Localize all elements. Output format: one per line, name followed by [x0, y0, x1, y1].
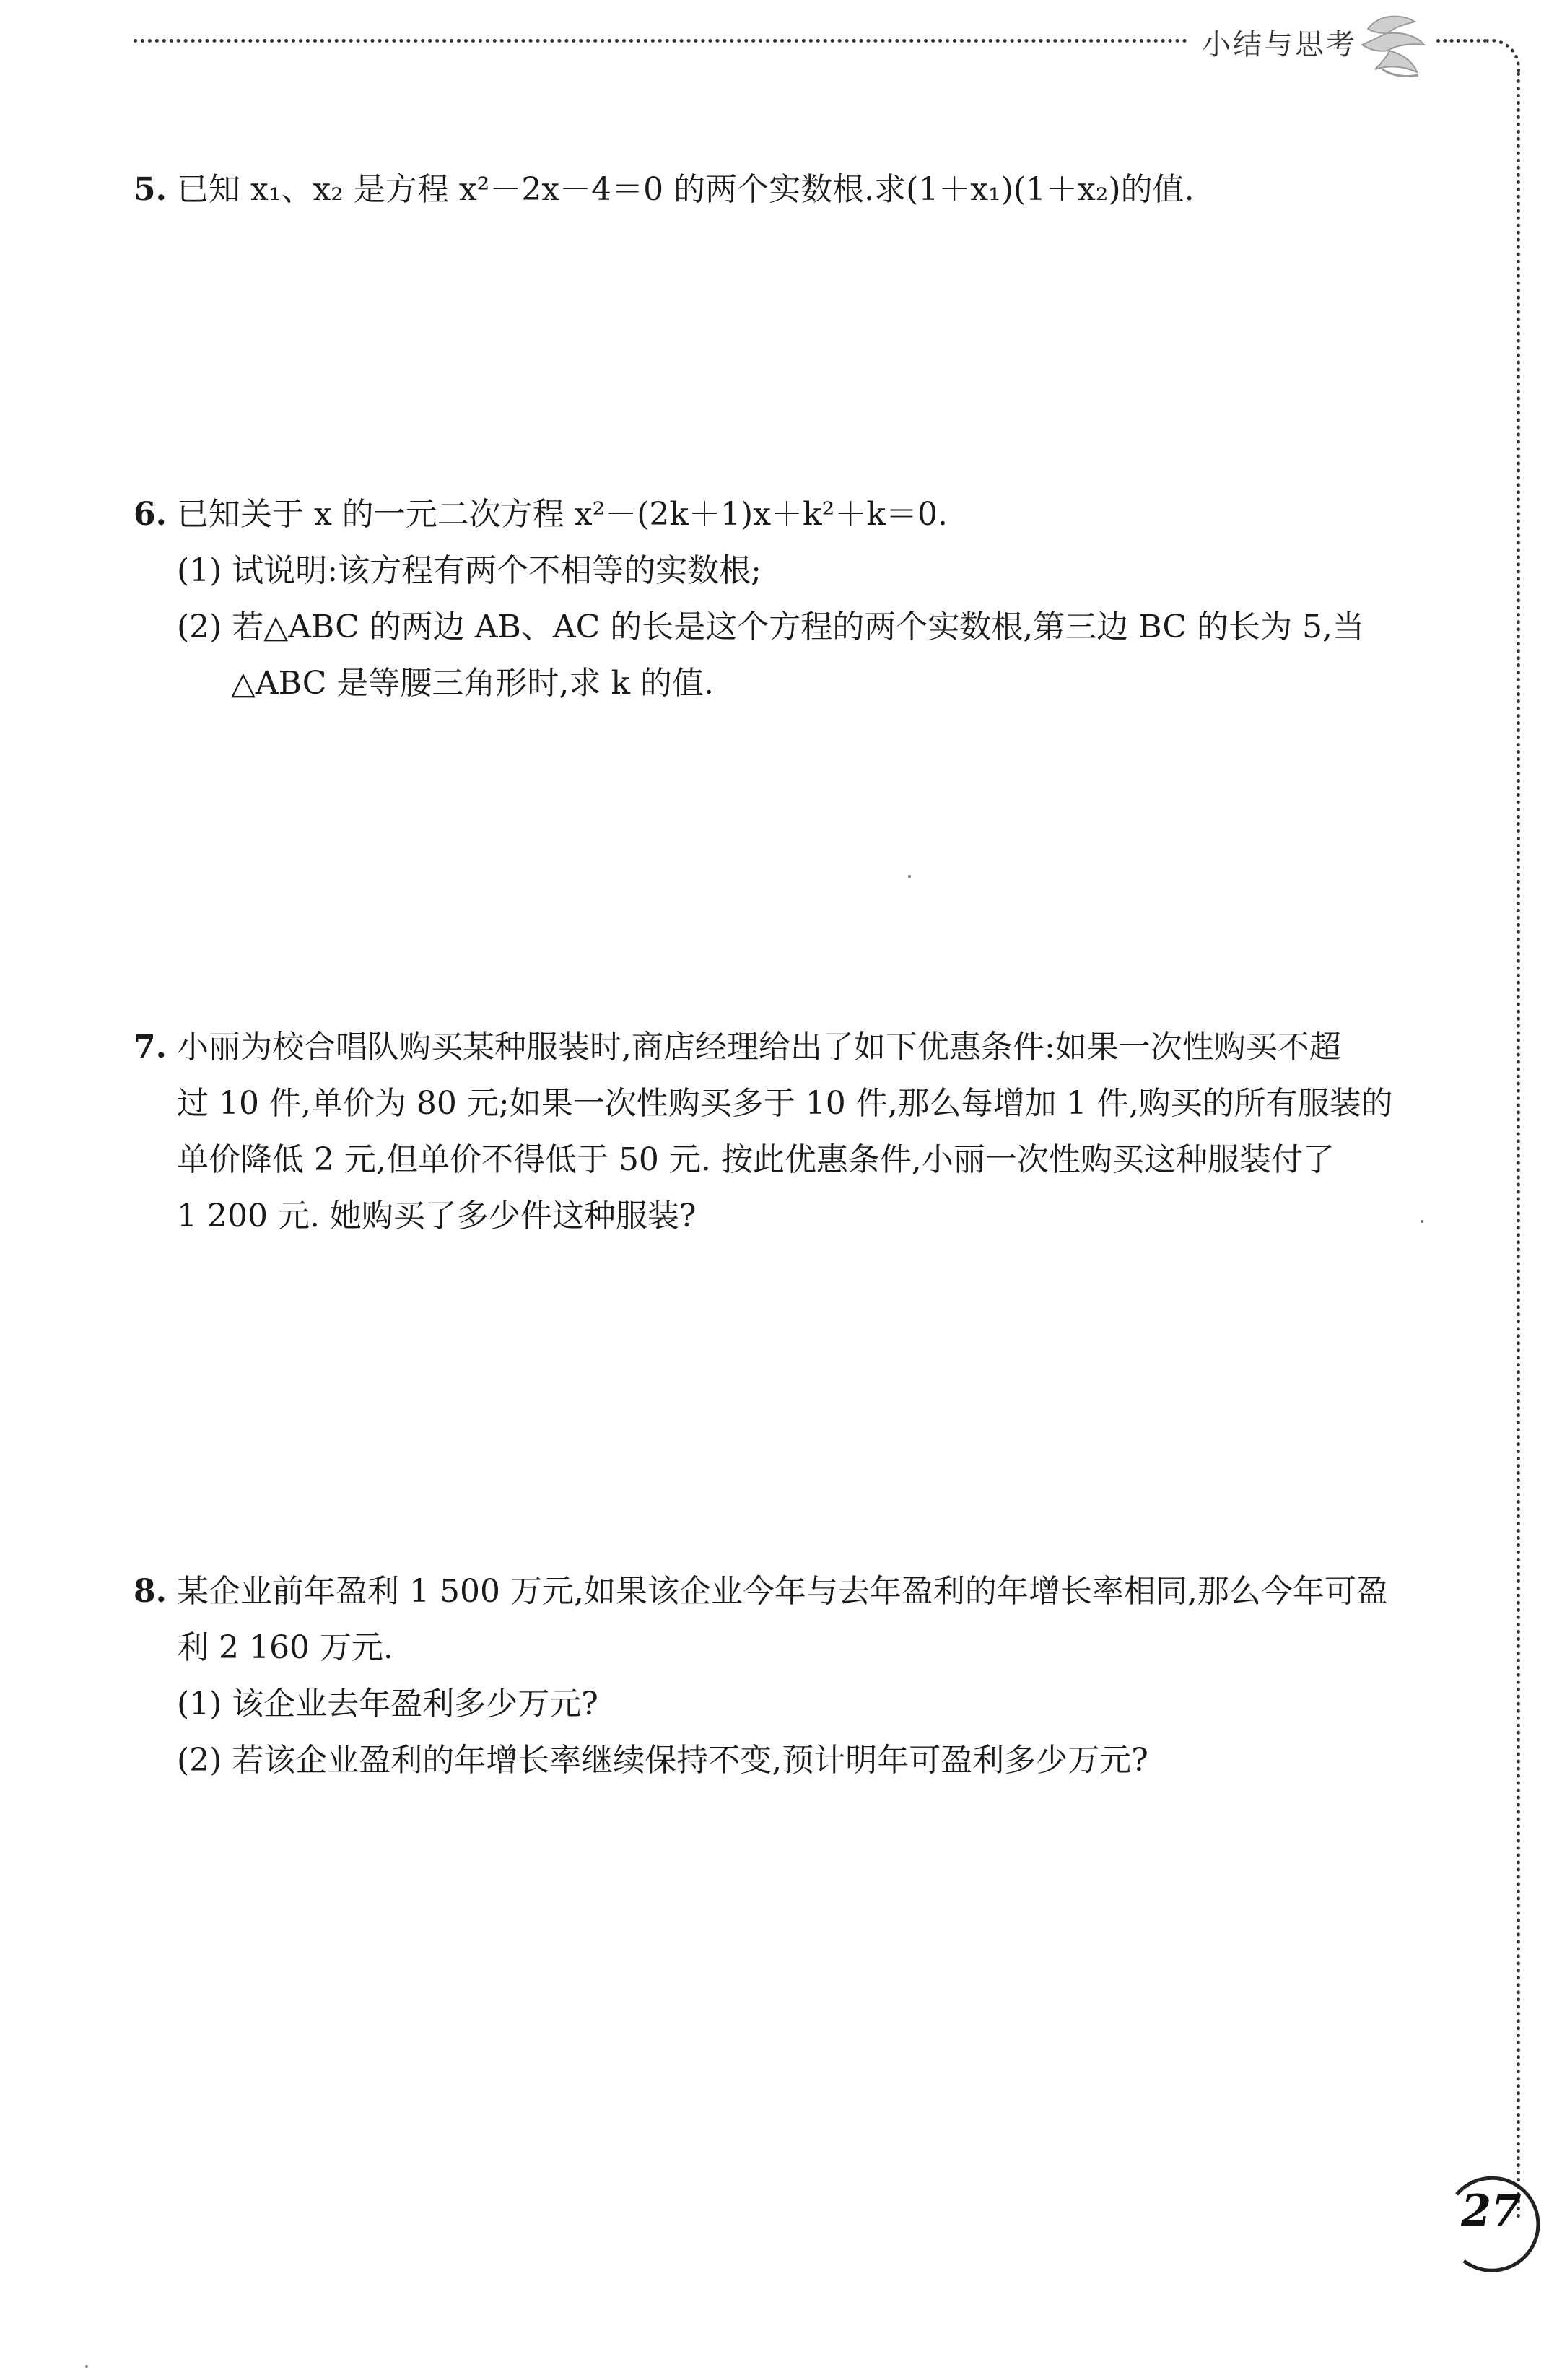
side-dotted-border [1517, 72, 1520, 2220]
problem-8-text-1: 某企业前年盈利 1 500 万元,如果该企业今年与去年盈利的年增长率相同,那么今年可盈 [177, 1573, 1388, 1610]
header-logo-icon [1346, 0, 1440, 94]
problem-8 [134, 1564, 1411, 1789]
side-border-corner [1487, 39, 1520, 72]
scan-speck [85, 2365, 88, 2368]
problem-number: 7. [134, 1029, 167, 1065]
header-title: 小结与思考 [1202, 28, 1357, 61]
problem-7 [134, 1019, 1411, 1245]
problem-number: 5. [134, 171, 167, 208]
problem-7-line-1 [134, 1019, 1411, 1076]
problem-6-sub-1: (1) 试说明:该方程有两个不相等的实数根; [177, 552, 762, 589]
problem-6-stem [134, 487, 1411, 543]
problem-8-line-1 [134, 1564, 1411, 1620]
problem-7-line-2: 过 10 件,单价为 80 元;如果一次性购买多于 10 件,那么每增加 1 件,购买的所有服装的 [177, 1085, 1393, 1122]
problem-8-line-2: 利 2 160 万元. [177, 1629, 393, 1666]
problem-8-sub-2: (2) 若该企业盈利的年增长率继续保持不变,预计明年可盈利多少万元? [177, 1742, 1148, 1779]
problem-6-stem-text: 已知关于 x 的一元二次方程 x²－(2k＋1)x＋k²＋k＝0. [177, 496, 948, 533]
problem-number: 6. [134, 496, 167, 533]
page-number: 27 [1461, 2186, 1522, 2236]
problem-5 [134, 162, 1411, 218]
scan-speck [1421, 1220, 1423, 1223]
problem-5-text: 已知 x₁、x₂ 是方程 x²－2x－4＝0 的两个实数根.求(1＋x₁)(1＋x₂)的值. [177, 171, 1195, 208]
header-dotted-rule-right [1436, 39, 1487, 43]
problem-7-line-4: 1 200 元. 她购买了多少件这种服装? [177, 1198, 697, 1234]
problem-6-sub-2-line-2: △ABC 是等腰三角形时,求 k 的值. [231, 665, 715, 702]
problem-6-sub-2-line-1: (2) 若△ABC 的两边 AB、AC 的长是这个方程的两个实数根,第三边 BC 的长为 5,当 [177, 609, 1364, 645]
problem-6 [134, 487, 1411, 712]
problem-8-sub-1: (1) 该企业去年盈利多少万元? [177, 1686, 598, 1722]
header-dotted-rule-left [134, 39, 1187, 43]
problem-number: 8. [134, 1573, 167, 1610]
problem-5-line [134, 162, 1411, 218]
problem-7-line-3: 单价降低 2 元,但单价不得低于 50 元. 按此优惠条件,小丽一次性购买这种服装付了 [177, 1141, 1335, 1178]
page-number-badge [1435, 2166, 1548, 2278]
scan-speck [908, 875, 911, 878]
problem-7-text-1: 小丽为校合唱队购买某种服装时,商店经理给出了如下优惠条件:如果一次性购买不超 [177, 1029, 1341, 1065]
